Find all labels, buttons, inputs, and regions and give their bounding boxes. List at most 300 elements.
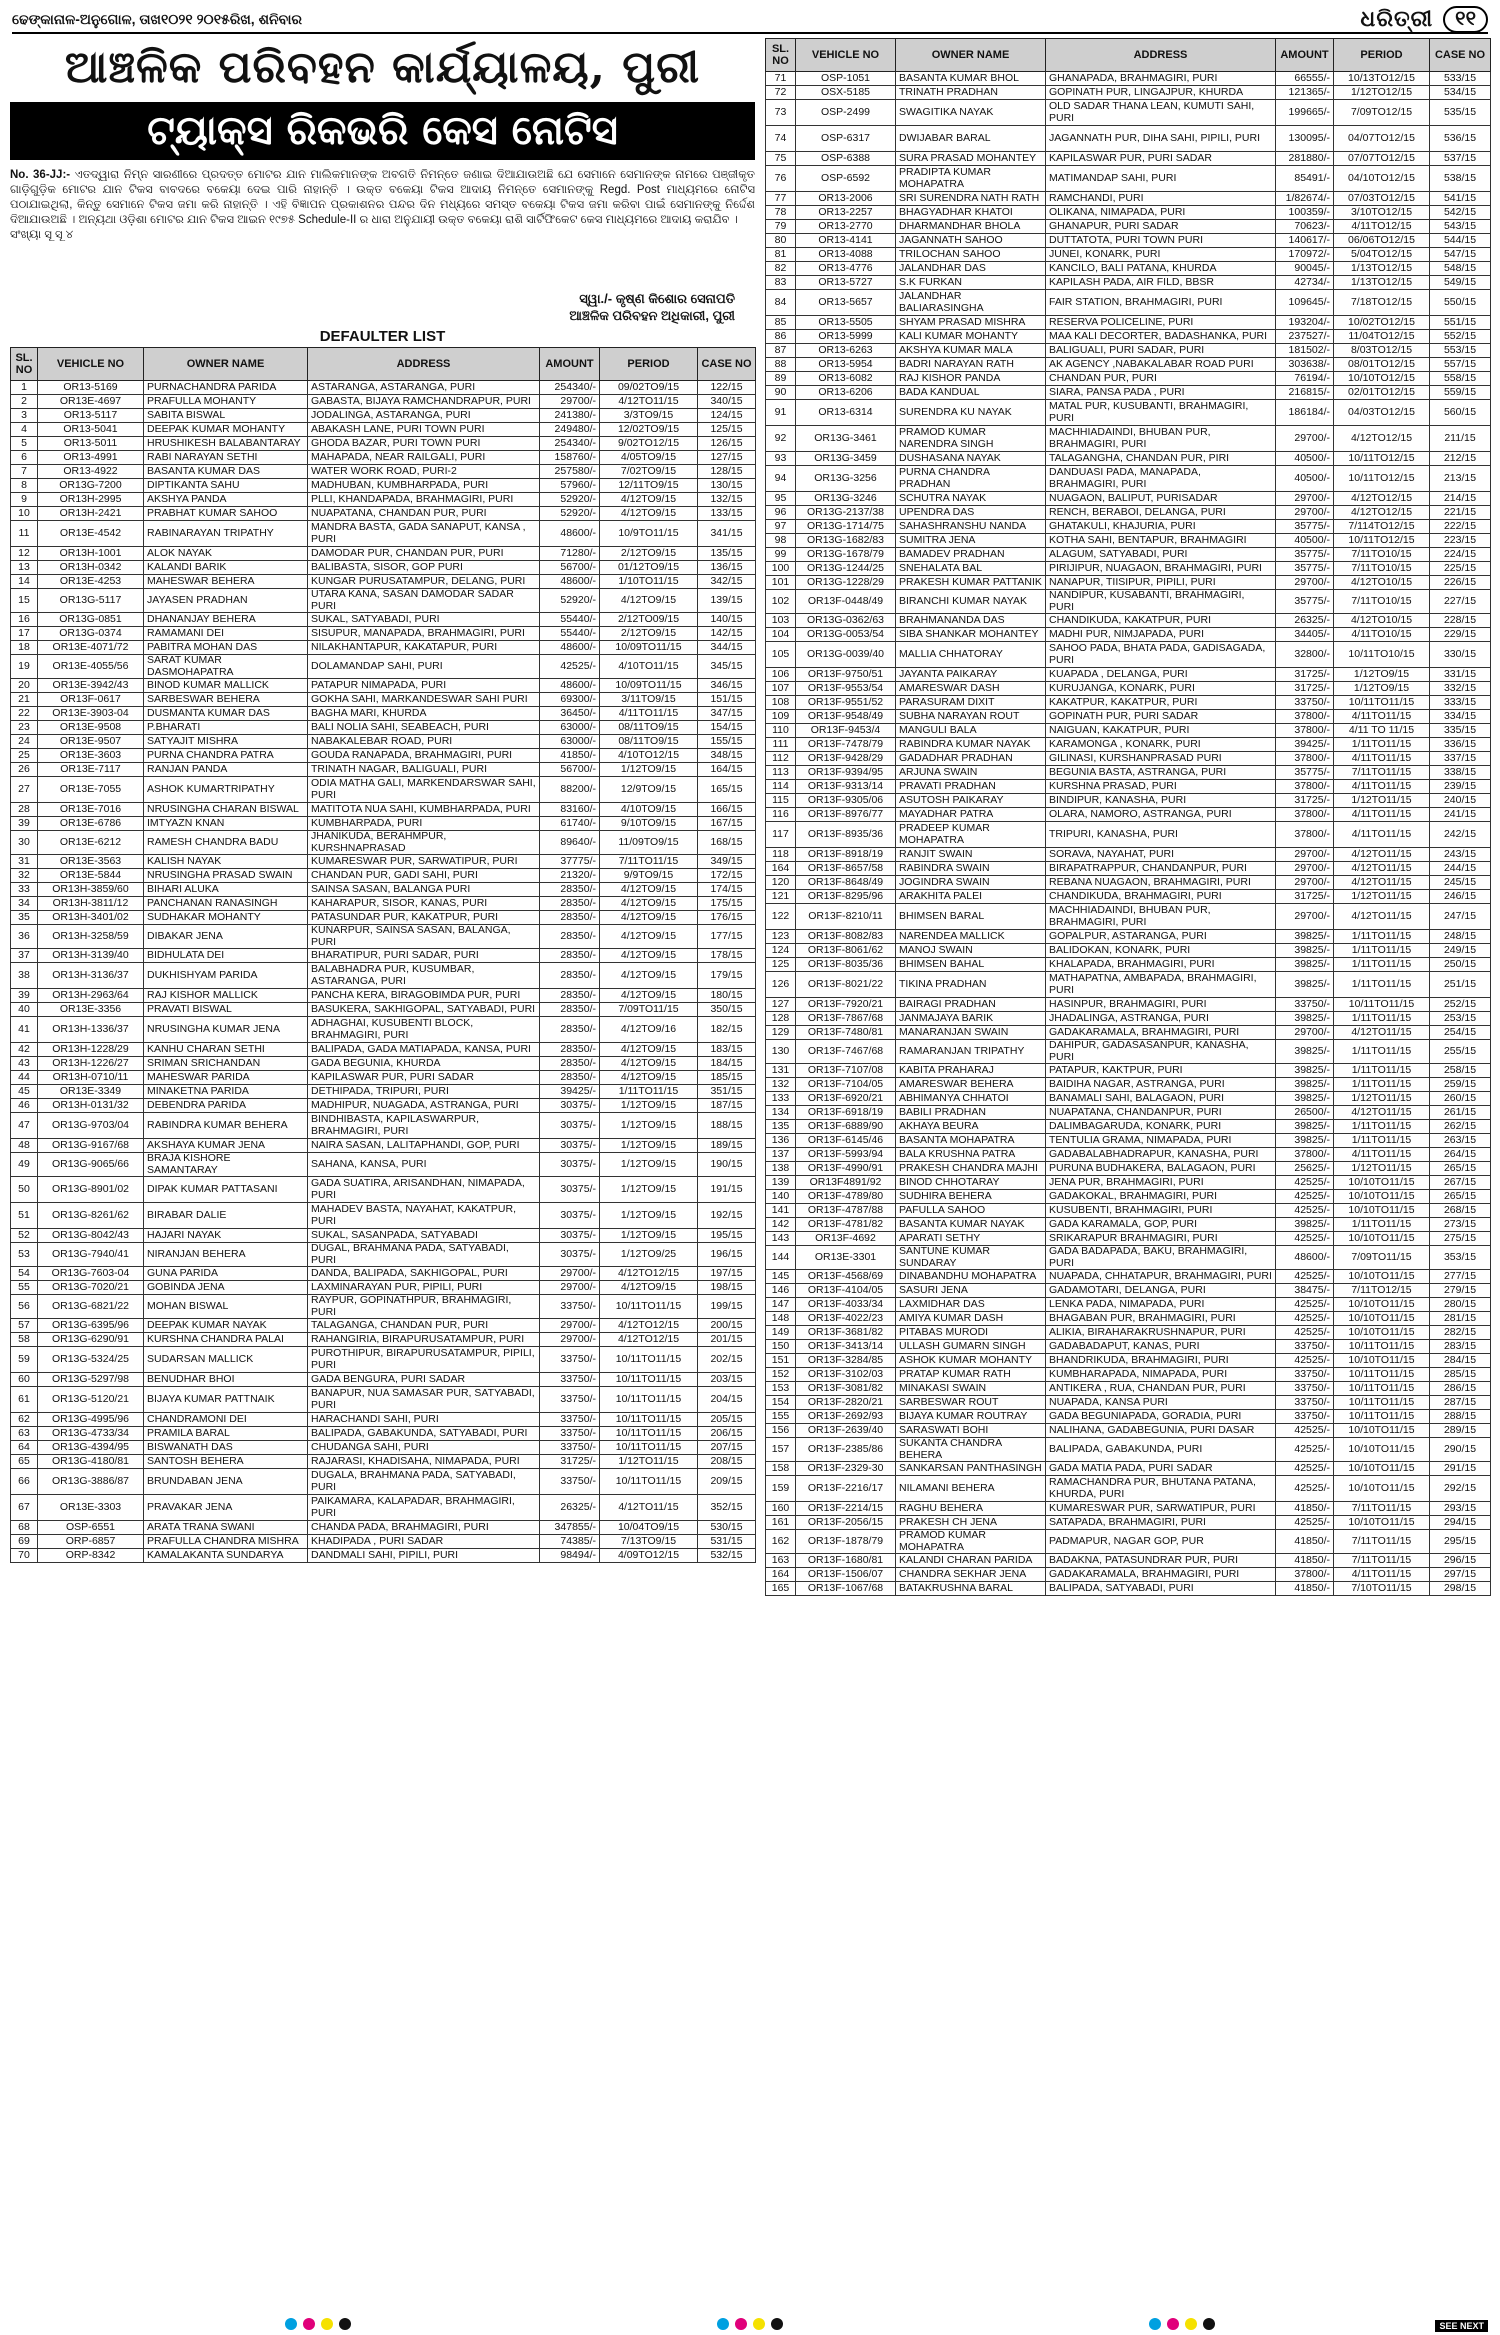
cell-amount: 33750/- <box>540 1427 600 1441</box>
cell-amount: 28350/- <box>540 963 600 989</box>
cell-sl-no: 70 <box>11 1549 38 1563</box>
table-row <box>766 276 1491 290</box>
table-row <box>766 682 1491 696</box>
cell-amount: 29700/- <box>1276 904 1334 930</box>
cell-vehicle-no: OR13G-1244/25 <box>796 562 896 576</box>
cell-owner-name: PURNA CHANDRA PATRA <box>144 749 308 763</box>
cell-amount: 181502/- <box>1276 344 1334 358</box>
table-row <box>766 1530 1491 1554</box>
cell-address: JHANIKUDA, BERAHMPUR, KURSHNAPRASAD <box>308 831 540 855</box>
cell-case-no: 346/15 <box>698 679 756 693</box>
cell-amount: 76194/- <box>1276 372 1334 386</box>
cell-vehicle-no: OR13-6206 <box>796 386 896 400</box>
cell-owner-name: BAIRAGI PRADHAN <box>896 998 1046 1012</box>
cell-sl-no: 129 <box>766 1026 796 1040</box>
cell-period: 1/12TO11/15 <box>600 1455 698 1469</box>
cell-owner-name: ABHIMANYA CHHATOI <box>896 1092 1046 1106</box>
cell-owner-name: SUKANTA CHANDRA BEHERA <box>896 1438 1046 1462</box>
cell-sl-no: 113 <box>766 766 796 780</box>
cell-amount: 42525/- <box>1276 1176 1334 1190</box>
cell-amount: 1/82674/- <box>1276 192 1334 206</box>
cell-period: 1/12TO11/15 <box>1334 890 1430 904</box>
table-row <box>766 1176 1491 1190</box>
cell-period: 08/11TO9/15 <box>600 735 698 749</box>
cell-vehicle-no: OR13-5505 <box>796 316 896 330</box>
table-row <box>11 1455 756 1469</box>
cell-case-no: 202/15 <box>698 1347 756 1373</box>
cell-vehicle-no: OR13F-9428/29 <box>796 752 896 766</box>
col-header-owner-name: OWNER NAME <box>144 348 308 381</box>
cell-vehicle-no: OR13H-3136/37 <box>38 963 144 989</box>
cell-owner-name: PRAFULLA CHANDRA MISHRA <box>144 1535 308 1549</box>
cell-amount: 52920/- <box>540 507 600 521</box>
cell-case-no: 207/15 <box>698 1441 756 1455</box>
cell-owner-name: MAYADHAR PATRA <box>896 808 1046 822</box>
cell-owner-name: KALISH NAYAK <box>144 855 308 869</box>
cell-sl-no: 78 <box>766 206 796 220</box>
table-row <box>11 655 756 679</box>
cell-case-no: 544/15 <box>1430 234 1491 248</box>
cell-amount: 28350/- <box>540 1043 600 1057</box>
table-row <box>11 465 756 479</box>
table-row <box>766 234 1491 248</box>
cell-amount: 30375/- <box>540 1099 600 1113</box>
table-row <box>766 1284 1491 1298</box>
cell-address: GADA MATIA PADA, PURI SADAR <box>1046 1462 1276 1476</box>
cell-sl-no: 132 <box>766 1078 796 1092</box>
cell-owner-name: BIJAYA KUMAR ROUTRAY <box>896 1410 1046 1424</box>
cell-case-no: 242/15 <box>1430 822 1491 848</box>
cell-period: 1/12TO9/15 <box>1334 682 1430 696</box>
cell-period: 1/11TO11/15 <box>1334 972 1430 998</box>
cell-amount: 25625/- <box>1276 1162 1334 1176</box>
cell-amount: 42525/- <box>1276 1424 1334 1438</box>
cell-case-no: 176/15 <box>698 911 756 925</box>
cell-sl-no: 37 <box>11 949 38 963</box>
cell-period: 9/10TO9/15 <box>600 817 698 831</box>
cell-vehicle-no: OR13F-4789/80 <box>796 1190 896 1204</box>
cell-sl-no: 10 <box>11 507 38 521</box>
cell-amount: 39825/- <box>1276 958 1334 972</box>
cell-period: 4/12TO9/15 <box>600 1071 698 1085</box>
cell-amount: 35775/- <box>1276 562 1334 576</box>
cell-address: GADABADAPUT, KANAS, PURI <box>1046 1340 1276 1354</box>
cell-address: OLIKANA, NIMAPADA, PURI <box>1046 206 1276 220</box>
cell-sl-no: 120 <box>766 876 796 890</box>
table-row <box>766 944 1491 958</box>
table-row <box>11 831 756 855</box>
cell-case-no: 164/15 <box>698 763 756 777</box>
cell-case-no: 184/15 <box>698 1057 756 1071</box>
cell-period: 7/114TO12/15 <box>1334 520 1430 534</box>
cell-sl-no: 69 <box>11 1535 38 1549</box>
cell-sl-no: 41 <box>11 1017 38 1043</box>
cell-owner-name: NIRANJAN BEHERA <box>144 1243 308 1267</box>
table-row <box>766 192 1491 206</box>
cell-owner-name: BINOD CHHOTARAY <box>896 1176 1046 1190</box>
cell-vehicle-no: OR13F-8648/49 <box>796 876 896 890</box>
cell-owner-name: S.K FURKAN <box>896 276 1046 290</box>
cell-owner-name: SIBA SHANKAR MOHANTEY <box>896 628 1046 642</box>
cell-period: 10/10TO11/15 <box>1334 1516 1430 1530</box>
cell-period: 1/12TO11/15 <box>1334 1092 1430 1106</box>
cell-sl-no: 16 <box>11 613 38 627</box>
cell-owner-name: LAXMIDHAR DAS <box>896 1298 1046 1312</box>
cell-amount: 57960/- <box>540 479 600 493</box>
cell-address: SUKAL, SATYABADI, PURI <box>308 613 540 627</box>
cell-period: 4/10TO9/15 <box>600 803 698 817</box>
table-row <box>11 897 756 911</box>
cell-owner-name: NRUSINGHA PRASAD SWAIN <box>144 869 308 883</box>
table-row <box>11 911 756 925</box>
cell-amount: 28350/- <box>540 883 600 897</box>
cell-case-no: 547/15 <box>1430 248 1491 262</box>
cell-amount: 33750/- <box>1276 1410 1334 1424</box>
cell-period: 7/11TO12/15 <box>1334 1284 1430 1298</box>
cell-owner-name: BIRANCHI KUMAR NAYAK <box>896 590 1046 614</box>
cell-sl-no: 126 <box>766 972 796 998</box>
cell-address: AK AGENCY ,NABAKALABAR ROAD PURI <box>1046 358 1276 372</box>
cell-period: 7/11TO11/15 <box>1334 1502 1430 1516</box>
cell-period: 12/11TO9/15 <box>600 479 698 493</box>
cell-case-no: 349/15 <box>698 855 756 869</box>
cell-sl-no: 87 <box>766 344 796 358</box>
cell-sl-no: 61 <box>11 1387 38 1413</box>
cell-amount: 33750/- <box>540 1441 600 1455</box>
cell-address: BHAGABAN PUR, BRAHMAGIRI, PURI <box>1046 1312 1276 1326</box>
cell-owner-name: SRI SURENDRA NATH RATH <box>896 192 1046 206</box>
cell-vehicle-no: OR13-5657 <box>796 290 896 316</box>
cell-amount: 29700/- <box>1276 876 1334 890</box>
cell-vehicle-no: OR13G-5117 <box>38 589 144 613</box>
cell-address: PLLI, KHANDAPADA, BRAHMAGIRI, PURI <box>308 493 540 507</box>
cell-sl-no: 97 <box>766 520 796 534</box>
table-row <box>766 1204 1491 1218</box>
cell-owner-name: P.BHARATI <box>144 721 308 735</box>
cell-sl-no: 152 <box>766 1368 796 1382</box>
cell-period: 1/12TO9/25 <box>600 1243 698 1267</box>
cell-owner-name: DUSHASANA NAYAK <box>896 452 1046 466</box>
cell-sl-no: 5 <box>11 437 38 451</box>
table-row <box>766 372 1491 386</box>
cell-owner-name: SCHUTRA NAYAK <box>896 492 1046 506</box>
cell-address: KUSUBENTI, BRAHMAGIRI, PURI <box>1046 1204 1276 1218</box>
table-row <box>11 963 756 989</box>
cell-period: 1/12TO9/15 <box>600 763 698 777</box>
cell-owner-name: SWAGITIKA NAYAK <box>896 100 1046 126</box>
page-header <box>12 6 1488 34</box>
cell-period: 11/09TO9/15 <box>600 831 698 855</box>
cell-case-no: 533/15 <box>1430 72 1491 86</box>
cell-sl-no: 68 <box>11 1521 38 1535</box>
cell-sl-no: 18 <box>11 641 38 655</box>
cell-vehicle-no: OR13F-3102/03 <box>796 1368 896 1382</box>
cell-vehicle-no: OR13G-7200 <box>38 479 144 493</box>
cell-amount: 42734/- <box>1276 276 1334 290</box>
cell-owner-name: BATAKRUSHNA BARAL <box>896 1582 1046 1596</box>
cell-period: 3/3TO9/15 <box>600 409 698 423</box>
cell-vehicle-no: OR13G-8042/43 <box>38 1229 144 1243</box>
cell-amount: 31725/- <box>1276 668 1334 682</box>
cell-period: 3/10TO12/15 <box>1334 206 1430 220</box>
cell-amount: 249480/- <box>540 423 600 437</box>
table-row <box>766 628 1491 642</box>
cell-sl-no: 142 <box>766 1218 796 1232</box>
cell-sl-no: 32 <box>11 869 38 883</box>
cell-period: 1/12TO11/15 <box>1334 794 1430 808</box>
cell-address: KHALAPADA, BRAHMAGIRI, PURI <box>1046 958 1276 972</box>
cell-period: 4/12TO9/15 <box>600 493 698 507</box>
cell-period: 2/12TO9/15 <box>600 547 698 561</box>
cell-address: SORAVA, NAYAHAT, PURI <box>1046 848 1276 862</box>
cell-vehicle-no: OR13F-2692/93 <box>796 1410 896 1424</box>
cell-amount: 42525/- <box>1276 1190 1334 1204</box>
cell-address: BHANDRIKUDA, BRAHMAGIRI, PURI <box>1046 1354 1276 1368</box>
cell-address: LENKA PADA, NIMAPADA, PURI <box>1046 1298 1276 1312</box>
cell-amount: 121365/- <box>1276 86 1334 100</box>
cell-sl-no: 57 <box>11 1319 38 1333</box>
cell-vehicle-no: OSP-6388 <box>796 152 896 166</box>
table-row <box>11 1495 756 1521</box>
cell-owner-name: APARATI SETHY <box>896 1232 1046 1246</box>
cell-address: KHADIPADA , PURI SADAR <box>308 1535 540 1549</box>
cell-period: 10/09TO11/15 <box>600 641 698 655</box>
cell-period: 10/09TO11/15 <box>600 679 698 693</box>
cell-vehicle-no: OR13G-4180/81 <box>38 1455 144 1469</box>
cell-case-no: 296/15 <box>1430 1554 1491 1568</box>
table-row <box>766 358 1491 372</box>
cell-period: 4/10TO12/15 <box>600 749 698 763</box>
cell-sl-no: 140 <box>766 1190 796 1204</box>
cell-vehicle-no: OR13F-9394/95 <box>796 766 896 780</box>
cell-address: OLD SADAR THANA LEAN, KUMUTI SAHI, PURI <box>1046 100 1276 126</box>
cell-period: 02/01TO12/15 <box>1334 386 1430 400</box>
table-row <box>766 1218 1491 1232</box>
table-row <box>766 290 1491 316</box>
cell-owner-name: RABI NARAYAN SETHI <box>144 451 308 465</box>
cell-period: 10/10TO11/15 <box>1334 1312 1430 1326</box>
cell-period: 4/12TO11/15 <box>1334 1026 1430 1040</box>
cell-period: 9/9TO9/15 <box>600 869 698 883</box>
cell-amount: 48600/- <box>540 575 600 589</box>
cell-sl-no: 73 <box>766 100 796 126</box>
cell-amount: 158760/- <box>540 451 600 465</box>
cell-case-no: 277/15 <box>1430 1270 1491 1284</box>
cell-address: ALIKIA, BIRAHARAKRUSHNAPUR, PURI <box>1046 1326 1276 1340</box>
table-row <box>11 1267 756 1281</box>
cell-address: GADA BADAPADA, BAKU, BRAHMAGIRI, PURI <box>1046 1246 1276 1270</box>
table-row <box>11 437 756 451</box>
cell-vehicle-no: OR13G-6821/22 <box>38 1295 144 1319</box>
cell-address: PUROTHIPUR, BIRAPURUSATAMPUR, PIPILI, PURI <box>308 1347 540 1373</box>
table-row <box>766 520 1491 534</box>
table-row <box>11 721 756 735</box>
cell-owner-name: PRADIPTA KUMAR MOHAPATRA <box>896 166 1046 192</box>
table-row <box>766 614 1491 628</box>
col-header-address: ADDRESS <box>1046 39 1276 72</box>
cell-address: GADA KARAMALA, GOP, PURI <box>1046 1218 1276 1232</box>
col-header-amount: AMOUNT <box>540 348 600 381</box>
cell-period: 1/12TO12/15 <box>1334 86 1430 100</box>
cell-owner-name: PRABHAT KUMAR SAHOO <box>144 507 308 521</box>
cell-sl-no: 101 <box>766 576 796 590</box>
cell-owner-name: BHIMSEN BAHAL <box>896 958 1046 972</box>
cell-sl-no: 15 <box>11 589 38 613</box>
cell-address: CHANDA PADA, BRAHMAGIRI, PURI <box>308 1521 540 1535</box>
cell-vehicle-no: OR13F-8035/36 <box>796 958 896 972</box>
cell-vehicle-no: OR13G-1678/79 <box>796 548 896 562</box>
cell-period: 1/11TO11/15 <box>1334 1078 1430 1092</box>
cell-address: BALIGUALI, PURI SADAR, PURI <box>1046 344 1276 358</box>
table-row <box>766 1134 1491 1148</box>
table-row <box>11 1521 756 1535</box>
cell-address: RAYPUR, GOPINATHPUR, BRAHMAGIRI, PURI <box>308 1295 540 1319</box>
cell-address: ODIA MATHA GALI, MARKENDARSWAR SAHI, PURI <box>308 777 540 803</box>
table-row <box>766 958 1491 972</box>
cell-vehicle-no: OR13G-9065/66 <box>38 1153 144 1177</box>
cell-address: DETHIPADA, TRIPURI, PURI <box>308 1085 540 1099</box>
table-row <box>11 1017 756 1043</box>
cell-vehicle-no: OR13F-6145/46 <box>796 1134 896 1148</box>
cell-owner-name: PRAVAKAR JENA <box>144 1495 308 1521</box>
cell-amount: 33750/- <box>540 1347 600 1373</box>
cell-case-no: 180/15 <box>698 989 756 1003</box>
cell-address: HARACHANDI SAHI, PURI <box>308 1413 540 1427</box>
cell-owner-name: MAHESWAR PARIDA <box>144 1071 308 1085</box>
cell-amount: 100359/- <box>1276 206 1334 220</box>
cell-owner-name: KALI KUMAR MOHANTY <box>896 330 1046 344</box>
cell-address: MANDRA BASTA, GADA SANAPUT, KANSA , PURI <box>308 521 540 547</box>
cell-sl-no: 121 <box>766 890 796 904</box>
cell-address: TRIPURI, KANASHA, PURI <box>1046 822 1276 848</box>
cell-vehicle-no: OR13-4922 <box>38 465 144 479</box>
cell-sl-no: 60 <box>11 1373 38 1387</box>
cell-period: 10/11TO11/15 <box>1334 998 1430 1012</box>
table-row <box>766 1312 1491 1326</box>
cell-amount: 39825/- <box>1276 944 1334 958</box>
cell-vehicle-no: OR13G-3461 <box>796 426 896 452</box>
table-body <box>11 381 756 1563</box>
cell-case-no: 336/15 <box>1430 738 1491 752</box>
cell-address: JODALINGA, ASTARANGA, PURI <box>308 409 540 423</box>
cell-amount: 61740/- <box>540 817 600 831</box>
cell-period: 1/11TO11/15 <box>1334 1218 1430 1232</box>
cell-owner-name: PANCHANAN RANASINGH <box>144 897 308 911</box>
cell-period: 4/10TO11/15 <box>600 655 698 679</box>
cell-vehicle-no: OR13G-3256 <box>796 466 896 492</box>
cell-owner-name: MINAKETNA PARIDA <box>144 1085 308 1099</box>
table-row <box>766 794 1491 808</box>
cell-owner-name: SHYAM PRASAD MISHRA <box>896 316 1046 330</box>
cell-period: 7/11TO10/15 <box>1334 548 1430 562</box>
cell-period: 10/10TO11/15 <box>1334 1438 1430 1462</box>
table-row <box>766 1092 1491 1106</box>
cell-period: 4/12TO9/15 <box>600 963 698 989</box>
table-row <box>11 1071 756 1085</box>
cell-period: 7/18TO12/15 <box>1334 290 1430 316</box>
cell-address: MATHAPATNA, AMBAPADA, BRAHMAGIRI, PURI <box>1046 972 1276 998</box>
cell-address: NAIRA SASAN, LALITAPHANDI, GOP, PURI <box>308 1139 540 1153</box>
cell-amount: 26500/- <box>1276 1106 1334 1120</box>
cell-address: BALIBASTA, SISOR, GOP PURI <box>308 561 540 575</box>
cell-address: REBANA NUAGAON, BRAHMAGIRI, PURI <box>1046 876 1276 890</box>
cell-sl-no: 115 <box>766 794 796 808</box>
cell-period: 1/11TO11/15 <box>1334 944 1430 958</box>
cell-amount: 257580/- <box>540 465 600 479</box>
cell-owner-name: SUDHIRA BEHERA <box>896 1190 1046 1204</box>
cell-address: KANCILO, BALI PATANA, KHURDA <box>1046 262 1276 276</box>
cell-owner-name: RAJ KISHOR MALLICK <box>144 989 308 1003</box>
cell-amount: 40500/- <box>1276 534 1334 548</box>
cell-owner-name: MOHAN BISWAL <box>144 1295 308 1319</box>
cell-period: 10/11TO11/15 <box>1334 1396 1430 1410</box>
cell-period: 1/10TO11/15 <box>600 575 698 589</box>
cell-vehicle-no: OR13-5727 <box>796 276 896 290</box>
cell-case-no: 334/15 <box>1430 710 1491 724</box>
cell-period: 4/09TO12/15 <box>600 1549 698 1563</box>
cell-address: MACHHIADAINDI, BHUBAN PUR, BRAHMAGIRI, PURI <box>1046 426 1276 452</box>
cell-amount: 42525/- <box>1276 1476 1334 1502</box>
cell-sl-no: 49 <box>11 1153 38 1177</box>
cell-owner-name: NRUSINGHA KUMAR JENA <box>144 1017 308 1043</box>
cell-period: 12/9TO9/15 <box>600 777 698 803</box>
cell-owner-name: BENUDHAR BHOI <box>144 1373 308 1387</box>
cell-period: 1/11TO11/15 <box>1334 1012 1430 1026</box>
cell-owner-name: ULLASH GUMARN SINGH <box>896 1340 1046 1354</box>
table-row <box>11 1243 756 1267</box>
cell-vehicle-no: OR13F-2214/15 <box>796 1502 896 1516</box>
cell-sl-no: 138 <box>766 1162 796 1176</box>
cell-sl-no: 116 <box>766 808 796 822</box>
cell-owner-name: PARASURAM DIXIT <box>896 696 1046 710</box>
cell-address: KUMBHARPADA, PURI <box>308 817 540 831</box>
cell-case-no: 294/15 <box>1430 1516 1491 1530</box>
cell-case-no: 338/15 <box>1430 766 1491 780</box>
cell-vehicle-no: OR13F-8295/96 <box>796 890 896 904</box>
cell-address: MATITOTA NUA SAHI, KUMBHARPADA, PURI <box>308 803 540 817</box>
cell-owner-name: AKSHAYA KUMAR JENA <box>144 1139 308 1153</box>
cell-period: 4/12TO9/15 <box>600 1043 698 1057</box>
cell-case-no: 535/15 <box>1430 100 1491 126</box>
cell-case-no: 258/15 <box>1430 1064 1491 1078</box>
col-header-vehicle-no: VEHICLE NO <box>796 39 896 72</box>
cell-address: GADA BEGUNIA, KHURDA <box>308 1057 540 1071</box>
cell-amount: 71280/- <box>540 547 600 561</box>
cell-case-no: 199/15 <box>698 1295 756 1319</box>
table-row <box>766 724 1491 738</box>
table-row <box>766 386 1491 400</box>
cell-amount: 42525/- <box>1276 1354 1334 1368</box>
cell-case-no: 263/15 <box>1430 1134 1491 1148</box>
cell-vehicle-no: OR13F-7467/68 <box>796 1040 896 1064</box>
cell-case-no: 549/15 <box>1430 276 1491 290</box>
cell-amount: 29700/- <box>540 1281 600 1295</box>
cell-amount: 85491/- <box>1276 166 1334 192</box>
cell-case-no: 559/15 <box>1430 386 1491 400</box>
table-row <box>766 1516 1491 1530</box>
cell-case-no: 331/15 <box>1430 668 1491 682</box>
cell-vehicle-no: OR13H-3401/02 <box>38 911 144 925</box>
cell-amount: 29700/- <box>1276 492 1334 506</box>
table-row <box>766 562 1491 576</box>
cell-owner-name: DUSMANTA KUMAR DAS <box>144 707 308 721</box>
cell-owner-name: BADA KANDUAL <box>896 386 1046 400</box>
col-header-amount: AMOUNT <box>1276 39 1334 72</box>
cell-amount: 28350/- <box>540 911 600 925</box>
cell-vehicle-no: OR13F-2385/86 <box>796 1438 896 1462</box>
cell-vehicle-no: OR13-2006 <box>796 192 896 206</box>
cell-case-no: 200/15 <box>698 1319 756 1333</box>
